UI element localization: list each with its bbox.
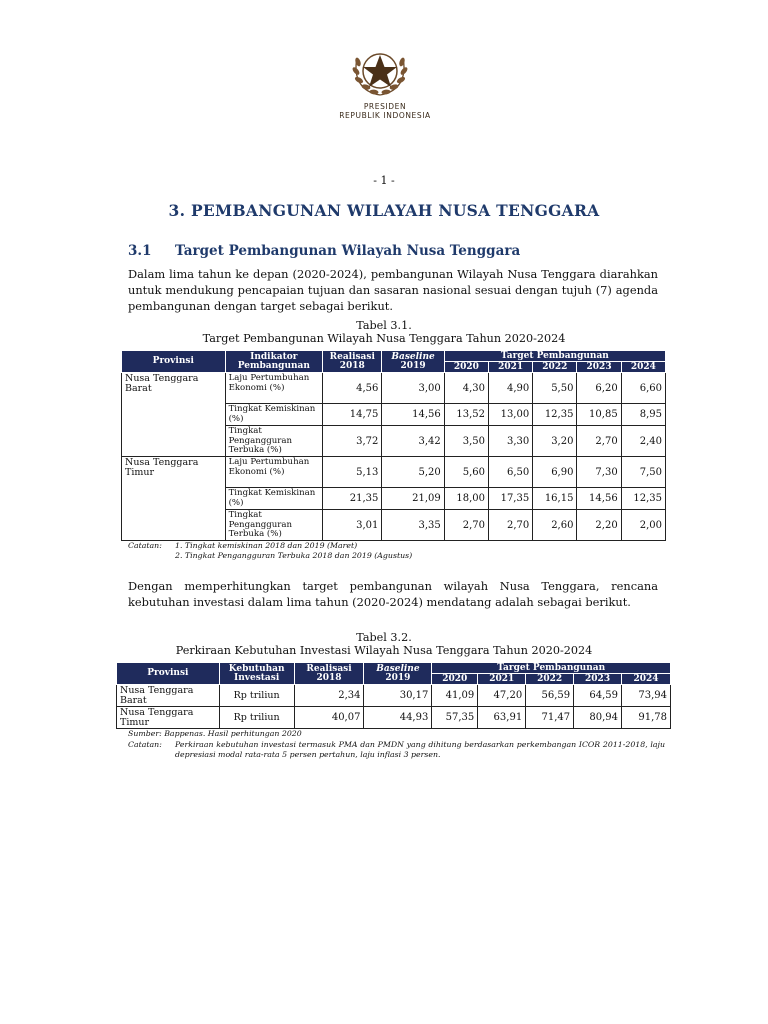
baseline-cell: 21,09 [382, 488, 444, 510]
baseline-cell: 5,20 [382, 457, 444, 488]
table2-caption-number: Tabel 3.2. [356, 631, 412, 644]
header-baseline [382, 351, 444, 373]
target-cell: 7,30 [577, 457, 621, 488]
page-number: - 1 - [373, 174, 395, 187]
unit-cell: Rp triliun [219, 685, 294, 707]
header-baseline-word: Baseline [376, 663, 420, 674]
target-cell: 6,90 [533, 457, 577, 488]
header-year: 2021 [488, 362, 532, 373]
target-cell: 80,94 [574, 707, 622, 729]
province-cell: Nusa Tenggara Barat [117, 685, 220, 707]
header-baseline [364, 663, 432, 685]
table-row [122, 457, 666, 488]
baseline-cell: 30,17 [364, 685, 432, 707]
realisasi-cell: 4,56 [323, 373, 382, 404]
indicator-cell: Laju Pertumbuhan Ekonomi (%) [225, 457, 323, 488]
table2-source: Sumber: Bappenas. Hasil perhitungan 2020 [128, 729, 302, 738]
target-cell: 7,50 [621, 457, 665, 488]
baseline-cell: 3,00 [382, 373, 444, 404]
header-target: Target Pembangunan [444, 351, 665, 362]
header-baseline-year: 2019 [400, 360, 426, 371]
header-year: 2020 [444, 362, 488, 373]
header-year: 2022 [526, 674, 574, 685]
section-title: Target Pembangunan Wilayah Nusa Tenggara [175, 243, 521, 259]
table1-note-1: 1. Tingkat kemiskinan 2018 dan 2019 (Maret) [175, 541, 358, 550]
header-year: 2024 [621, 362, 665, 373]
target-cell: 13,00 [488, 404, 532, 426]
realisasi-cell: 3,01 [323, 510, 382, 541]
target-cell: 64,59 [574, 685, 622, 707]
indicator-cell: Tingkat Kemiskinan (%) [225, 488, 323, 510]
province-cell: Nusa Tenggara Timur [122, 457, 226, 541]
target-cell: 12,35 [621, 488, 665, 510]
header-baseline-year: 2019 [385, 672, 411, 683]
header-year: 2020 [432, 674, 478, 685]
province-cell: Nusa Tenggara Timur [117, 707, 220, 729]
baseline-cell: 3,42 [382, 426, 444, 457]
target-cell: 2,60 [533, 510, 577, 541]
target-cell: 73,94 [622, 685, 671, 707]
baseline-cell: 3,35 [382, 510, 444, 541]
header-realisasi: Realisasi 2018 [323, 351, 382, 373]
section-number: 3.1 [128, 243, 152, 259]
baseline-cell: 44,93 [364, 707, 432, 729]
target-cell: 3,30 [488, 426, 532, 457]
realisasi-cell: 3,72 [323, 426, 382, 457]
header-baseline-word: Baseline [391, 351, 435, 362]
table1-caption-number: Tabel 3.1. [356, 319, 412, 332]
header-year: 2022 [533, 362, 577, 373]
target-cell: 63,91 [478, 707, 526, 729]
indicator-cell: Tingkat Kemiskinan (%) [225, 404, 323, 426]
target-cell: 91,78 [622, 707, 671, 729]
header-indikator: Indikator Pembangunan [225, 351, 323, 373]
realisasi-cell: 14,75 [323, 404, 382, 426]
target-cell: 4,90 [488, 373, 532, 404]
target-cell: 6,20 [577, 373, 621, 404]
target-cell: 2,70 [488, 510, 532, 541]
target-cell: 2,00 [621, 510, 665, 541]
realisasi-cell: 2,34 [294, 685, 364, 707]
header-line-1: PRESIDEN [363, 102, 407, 111]
target-cell: 13,52 [444, 404, 488, 426]
table2-caption-title: Perkiraan Kebutuhan Investasi Wilayah Nusa Tenggara Tahun 2020-2024 [175, 644, 593, 657]
indicator-cell: Tingkat Pengangguran Terbuka (%) [225, 510, 323, 541]
investment-table [116, 662, 671, 729]
chapter-title: 3. PEMBANGUNAN WILAYAH NUSA TENGGARA [168, 201, 600, 220]
province-cell: Nusa Tenggara Barat [122, 373, 226, 457]
unit-cell: Rp triliun [219, 707, 294, 729]
target-table [121, 350, 666, 541]
realisasi-cell: 5,13 [323, 457, 382, 488]
target-cell: 17,35 [488, 488, 532, 510]
target-cell: 10,85 [577, 404, 621, 426]
header-line-2: REPUBLIK INDONESIA [339, 111, 431, 120]
target-cell: 5,60 [444, 457, 488, 488]
table1-caption-title: Target Pembangunan Wilayah Nusa Tenggara Tahun 2020-2024 [202, 332, 566, 345]
indicator-cell: Laju Pertumbuhan Ekonomi (%) [225, 373, 323, 404]
investment-paragraph: Dengan memperhitungkan target pembangunan wilayah Nusa Tenggara, rencana kebutuhan investasi dalam lima tahun (2020-2024) mendatang adalah sebagai berikut. [128, 579, 658, 609]
indicator-cell: Tingkat Pengangguran Terbuka (%) [225, 426, 323, 457]
garuda-emblem-icon [347, 40, 413, 100]
target-cell: 5,50 [533, 373, 577, 404]
realisasi-cell: 40,07 [294, 707, 364, 729]
header-realisasi: Realisasi 2018 [294, 663, 364, 685]
target-cell: 71,47 [526, 707, 574, 729]
target-cell: 4,30 [444, 373, 488, 404]
table-row [117, 707, 671, 729]
header-provinsi: Provinsi [117, 663, 220, 685]
target-cell: 2,40 [621, 426, 665, 457]
target-cell: 2,20 [577, 510, 621, 541]
header-target: Target Pembangunan [432, 663, 671, 674]
header-kebutuhan: Kebutuhan Investasi [219, 663, 294, 685]
header-provinsi: Provinsi [122, 351, 226, 373]
baseline-cell: 14,56 [382, 404, 444, 426]
target-cell: 14,56 [577, 488, 621, 510]
target-cell: 41,09 [432, 685, 478, 707]
header-year: 2023 [574, 674, 622, 685]
target-cell: 2,70 [444, 510, 488, 541]
target-cell: 2,70 [577, 426, 621, 457]
realisasi-cell: 21,35 [323, 488, 382, 510]
target-cell: 12,35 [533, 404, 577, 426]
target-cell: 16,15 [533, 488, 577, 510]
header-year: 2023 [577, 362, 621, 373]
header-year: 2024 [622, 674, 671, 685]
table2-notes-label: Catatan: [128, 740, 162, 749]
target-cell: 47,20 [478, 685, 526, 707]
target-cell: 6,60 [621, 373, 665, 404]
section-heading [128, 243, 520, 259]
table1-notes-label: Catatan: [128, 541, 162, 550]
table1-note-2: 2. Tingkat Pengangguran Terbuka 2018 dan 2019 (Agustus) [175, 551, 413, 560]
target-cell: 18,00 [444, 488, 488, 510]
intro-paragraph: Dalam lima tahun ke depan (2020-2024), pembangunan Wilayah Nusa Tenggara diarahkan untuk mendukung pencapaian tujuan dan sasaran nasional sesuai dengan tujuh (7) agenda pembangunan dengan target sebagai berikut. [128, 267, 658, 313]
target-cell: 3,20 [533, 426, 577, 457]
target-cell: 57,35 [432, 707, 478, 729]
table-row [117, 685, 671, 707]
target-cell: 8,95 [621, 404, 665, 426]
table2-note: Perkiraan kebutuhan investasi termasuk PMA dan PMDN yang dihitung berdasarkan perkembangan ICOR 2011-2018, laju depresiasi modal rata-rata 5 persen pertahun, laju inflasi 3 persen. [175, 740, 665, 759]
target-cell: 3,50 [444, 426, 488, 457]
table-row [122, 373, 666, 404]
target-cell: 6,50 [488, 457, 532, 488]
header-year: 2021 [478, 674, 526, 685]
target-cell: 56,59 [526, 685, 574, 707]
